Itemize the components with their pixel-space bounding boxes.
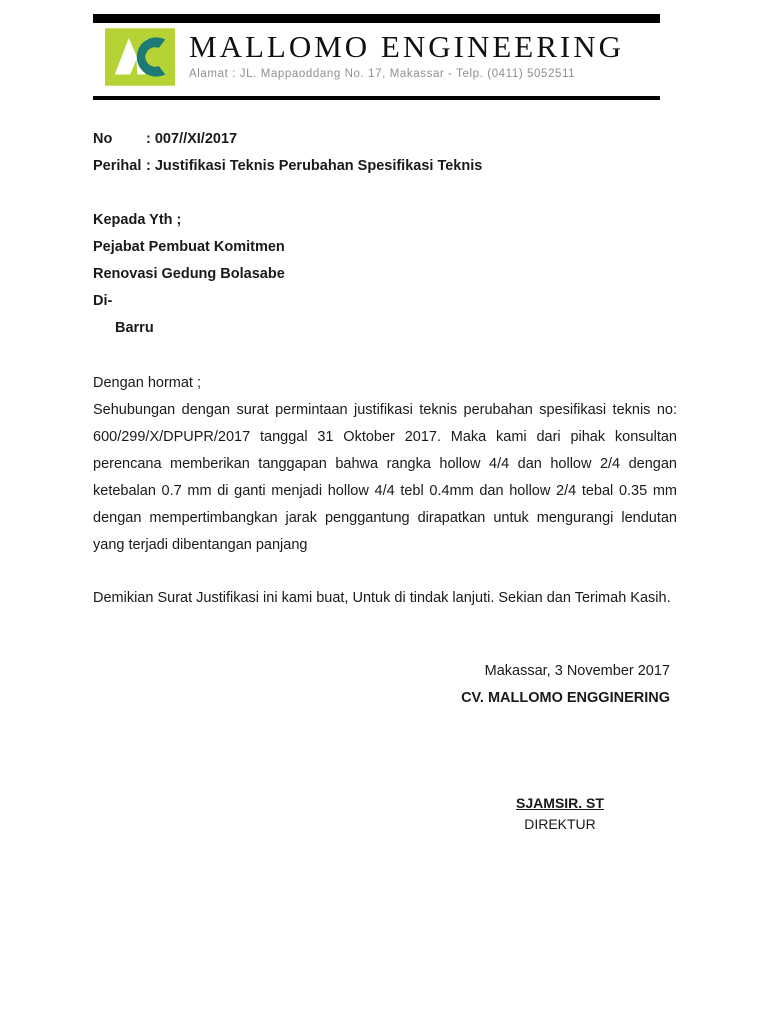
company-logo-icon bbox=[105, 28, 175, 86]
letterhead-divider bbox=[93, 96, 660, 100]
signature-person bbox=[450, 793, 670, 835]
letter-subject-value: : Justifikasi Teknis Perubahan Spesifikasi Teknis bbox=[146, 158, 483, 174]
letter-subject-line bbox=[93, 153, 677, 180]
letter-number-line bbox=[93, 126, 677, 153]
recipient-project: Renovasi Gedung Bolasabe bbox=[93, 266, 285, 282]
signature-block bbox=[93, 658, 677, 835]
letter-subject-label: Perihal bbox=[93, 158, 142, 174]
greeting: Dengan hormat ; bbox=[93, 375, 202, 391]
letterhead bbox=[93, 14, 660, 100]
letterhead-row bbox=[93, 28, 660, 86]
recipient-di: Di- bbox=[93, 293, 113, 309]
signature-title: DIREKTUR bbox=[524, 816, 596, 832]
recipient-name: Pejabat Pembuat Komitmen bbox=[93, 239, 285, 255]
letterhead-top-bar bbox=[93, 14, 660, 23]
main-paragraph: Sehubungan dengan surat permintaan justifikasi teknis perubahan spesifikasi teknis no: 600/299/X/DPUPR/2017 tanggal 31 Oktober 2017. Maka kami dari pihak konsultan perencana memberikan tanggapan bahwa rangka hollow 4/4 dan hollow 2/4 dengan ketebalan 0.7 mm di ganti menjadi hollow 4/4 tebl 0.4mm dan hollow 2/4 tebal 0.35 mm dengan mempertimbangkan jarak penggantung dirapatkan untuk mengurangi lendutan yang terjadi dibentangan panjang bbox=[93, 402, 677, 553]
letter-number-label: No bbox=[93, 131, 113, 147]
closing-paragraph: Demikian Surat Justifikasi ini kami buat, Untuk di tindak lanjuti. Sekian dan Terimah Kasih. bbox=[93, 590, 671, 606]
letter-body bbox=[93, 126, 677, 835]
letter-content bbox=[93, 14, 677, 835]
company-address: Alamat : JL. Mappaoddang No. 17, Makassar - Telp. (0411) 5052511 bbox=[189, 68, 576, 80]
signature-name: SJAMSIR. ST bbox=[516, 795, 604, 811]
company-name: MALLOMO ENGINEERING bbox=[189, 29, 624, 64]
recipient-block bbox=[93, 207, 677, 342]
letter-number-value: : 007//XI/2017 bbox=[146, 131, 238, 147]
letterhead-text bbox=[189, 28, 660, 80]
signature-place-date: Makassar, 3 November 2017 bbox=[484, 663, 670, 679]
signature-company: CV. MALLOMO ENGGINERING bbox=[461, 690, 670, 706]
recipient-salutation: Kepada Yth ; bbox=[93, 212, 182, 228]
recipient-city: Barru bbox=[115, 320, 154, 336]
